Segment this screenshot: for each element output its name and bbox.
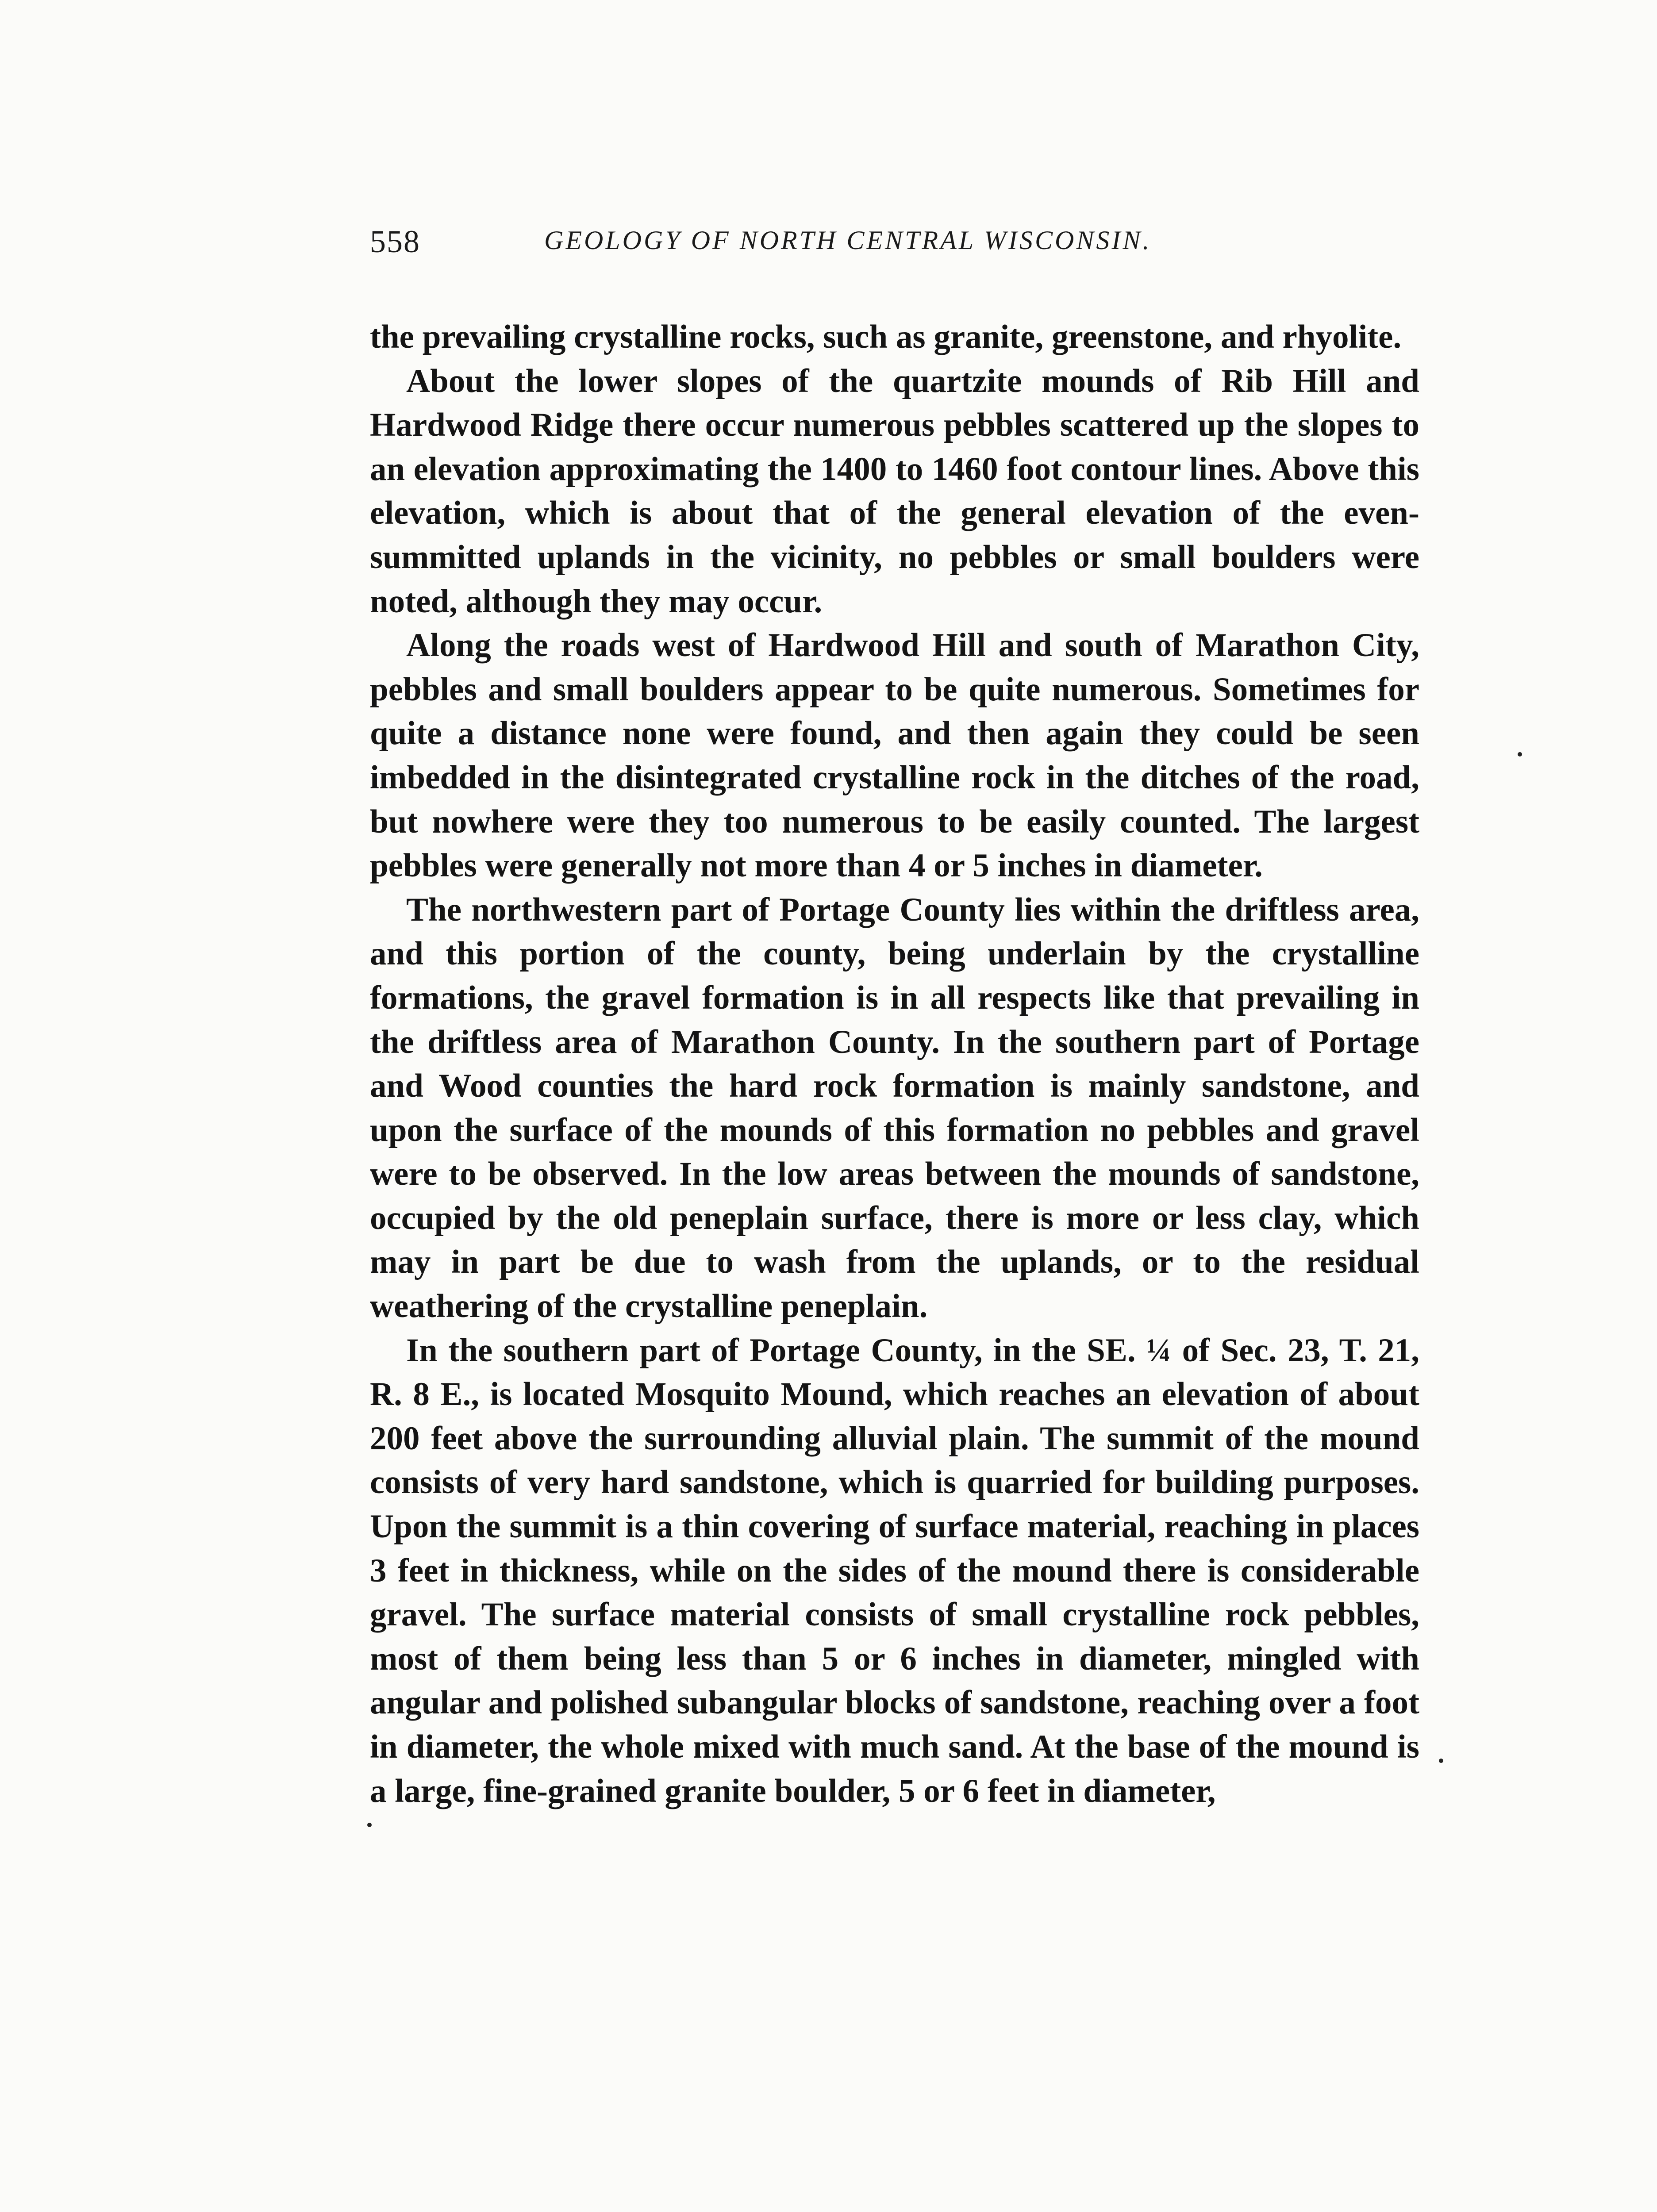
paragraph-2: About the lower slopes of the quartzite mounds of Rib Hill and Hardwood Ridge there occur numerous pebbles scattered up the slopes to an elevation approximating the 1400 to 1460 foot contour lines. Above this elevation, which is about that of the general elevation of the even-summitted uplands in the vicinity, no pebbles or small boulders were noted, although they may occur.: [370, 362, 1419, 620]
page-number: 558: [370, 224, 420, 259]
print-speck: [1439, 1759, 1443, 1763]
running-head: [370, 223, 1432, 263]
paragraph-4: The northwestern part of Portage County lies within the driftless area, and this portion of the county, being underlain by the crystalline formations, the gravel formation is in all respects like that prevailing in the driftless area of Marathon County. In the southern part of Portage and Wood counties the hard rock formation is mainly sandstone, and upon the surface of the mounds of this formation no pebbles and gravel were to be observed. In the low areas between the mounds of sandstone, occupied by the old peneplain surface, there is more or less clay, which may in part be due to wash from the uplands, or to the residual weathering of the crystalline peneplain.: [370, 891, 1419, 1325]
paragraph-5: In the southern part of Portage County, in the SE. ¼ of Sec. 23, T. 21, R. 8 E., is located Mosquito Mound, which reaches an elevation of about 200 feet above the surrounding alluvial plain. The summit of the mound consists of very hard sandstone, which is quarried for building purposes. Upon the summit is a thin covering of surface material, reaching in places 3 feet in thickness, while on the sides of the mound there is considerable gravel. The surface material consists of small crystalline rock pebbles, most of them being less than 5 or 6 inches in diameter, mingled with angular and polished subangular blocks of sandstone, reaching over a foot in diameter, the whole mixed with much sand. At the base of the mound is a large, fine-grained granite boulder, 5 or 6 feet in diameter,: [370, 1332, 1419, 1809]
running-title: GEOLOGY OF NORTH CENTRAL WISCONSIN.: [544, 226, 1152, 255]
paragraph-3: Along the roads west of Hardwood Hill and south of Marathon City, pebbles and small boulders appear to be quite numerous. Sometimes for quite a distance none were found, and then again they could be seen imbedded in the disintegrated crystalline rock in the ditches of the road, but nowhere were they too numerous to be easily counted. The largest pebbles were generally not more than 4 or 5 inches in diameter.: [370, 627, 1419, 884]
body-text: [370, 315, 1419, 1813]
paragraph-1: the prevailing crystalline rocks, such as granite, greenstone, and rhyolite.: [370, 319, 1402, 355]
print-speck: [367, 1823, 372, 1827]
print-speck: [1518, 752, 1522, 757]
